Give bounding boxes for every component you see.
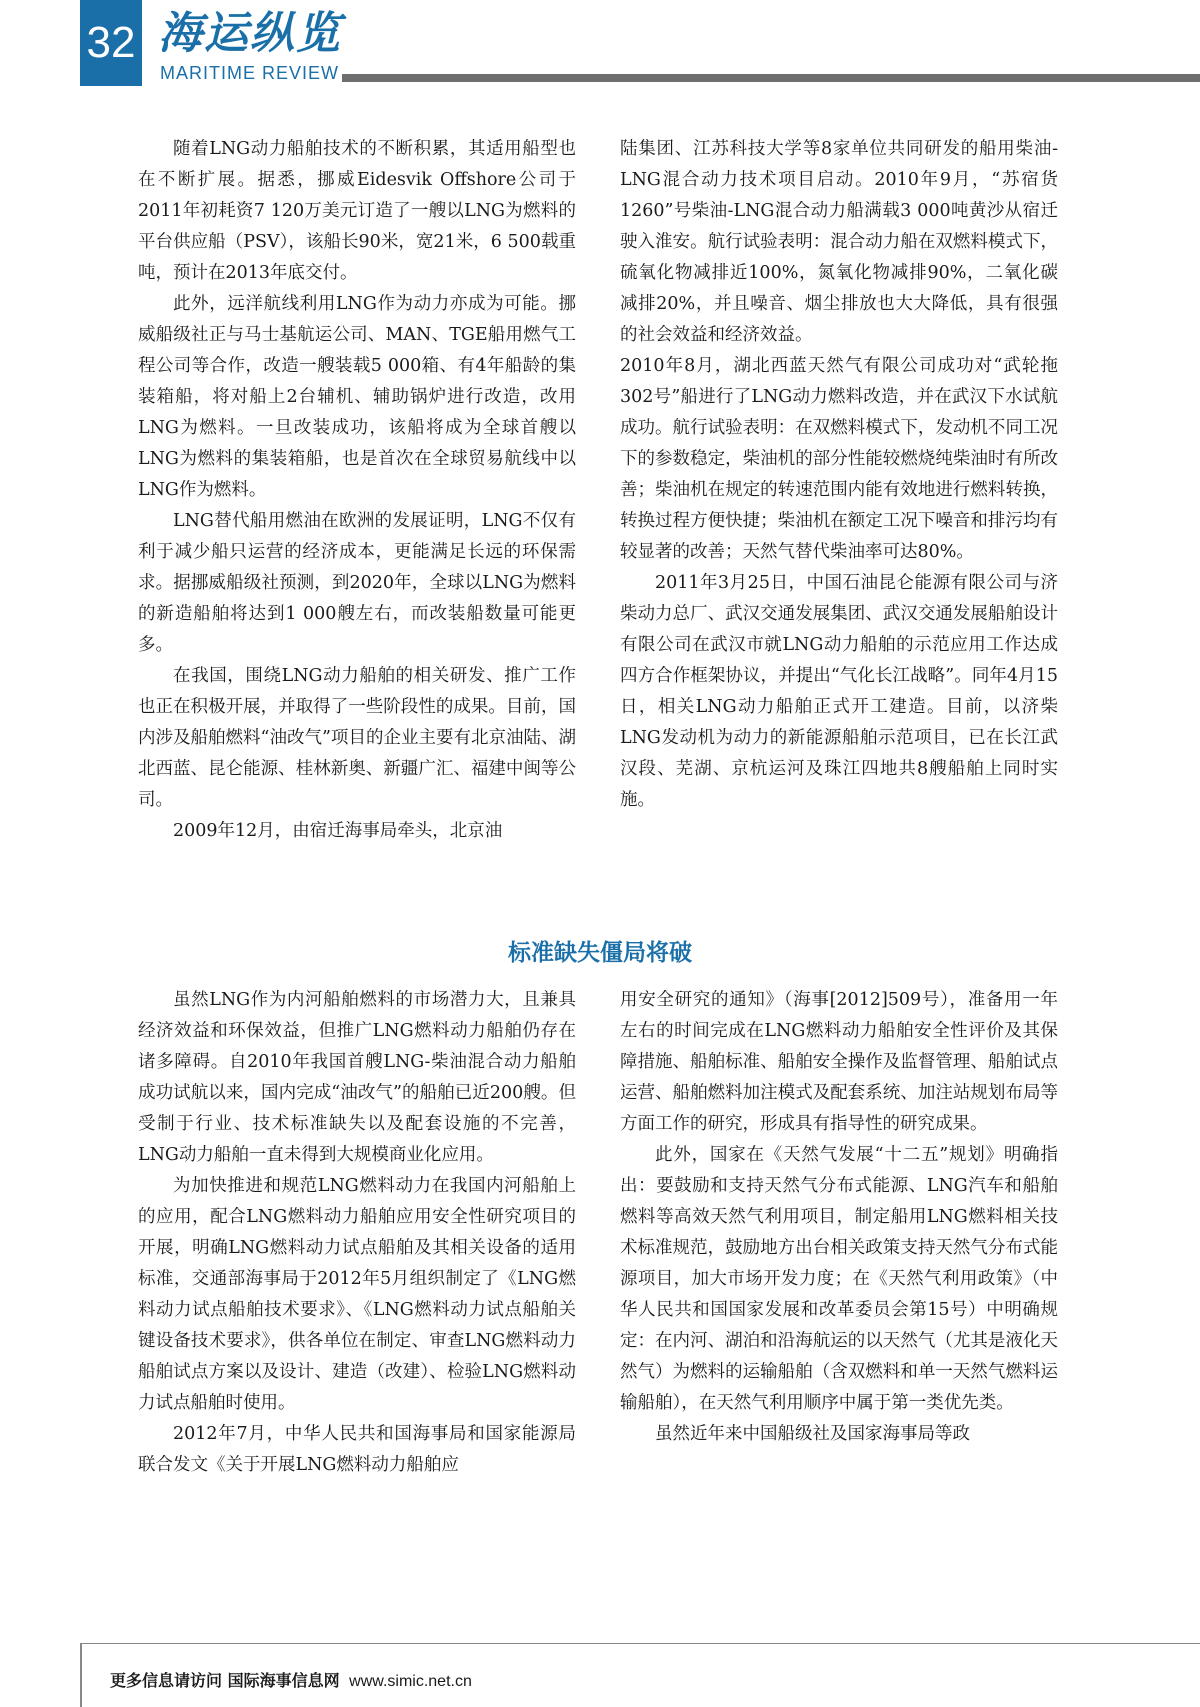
paragraph: 用安全研究的通知》（海事[2012]509号），准备用一年左右的时间完成在LNG燃料动力船舶安全性评价及其保障措施、船舶标准、船舶安全操作及监督管理、船舶试点运营、船舶燃料加注模式及配套系统、加注站规划布局等方面工作的研究，形成具有指导性的研究成果。 — [620, 990, 1058, 1134]
header-rule — [342, 74, 1200, 82]
paragraph: 2011年3月25日，中国石油昆仑能源有限公司与济柴动力总厂、武汉交通发展集团、武汉交通发展船舶设计有限公司在武汉市就LNG动力船舶的示范应用工作达成四方合作框架协议，并提出“气化长江战略”。同年4月15日，相关LNG动力船舶正式开工建造。目前，以济柴LNG发动机为动力的新能源船舶示范项目，已在长江武汉段、芜湖、京杭运河及珠江四地共8艘船舶上同时实施。 — [620, 573, 1058, 810]
magazine-title: 海运纵览 — [158, 8, 342, 59]
paragraph: 为加快推进和规范LNG燃料动力在我国内河船舶上的应用，配合LNG燃料动力船舶应用安全性研究项目的开展，明确LNG燃料动力试点船舶及其相关设备的适用标准，交通部海事局于2012年5月组织制定了《LNG燃料动力试点船舶技术要求》、《LNG燃料动力试点船舶关键设备技术要求》，供各单位在制定、审查LNG燃料动力船舶试点方案以及设计、建造（改建）、检验LNG燃料动力试点船舶时使用。 — [138, 1176, 576, 1413]
paragraph: 在我国，围绕LNG动力船舶的相关研发、推广工作也正在积极开展，并取得了一些阶段性的成果。目前，国内涉及船舶燃料“油改气”项目的企业主要有北京油陆、湖北西蓝、昆仑能源、桂林新奥、新疆广汇、福建中闽等公司。 — [138, 666, 576, 810]
magazine-subtitle: MARITIME REVIEW — [160, 63, 340, 83]
article-column-top-left — [138, 134, 576, 847]
article-column-bottom-left — [138, 985, 576, 1481]
paragraph: 陆集团、江苏科技大学等8家单位共同研发的船用柴油-LNG混合动力技术项目启动。2010年9月，“苏宿货1260”号柴油-LNG混合动力船满载3 000吨黄沙从宿迁驶入淮安。航行试验表明：混合动力船在双燃料模式下，硫氧化物减排近100%，氮氧化物减排90%，二氧化碳减排20%，并且噪音、烟尘排放也大大降低，具有很强的社会效益和经济效益。 — [620, 139, 1058, 345]
paragraph: 虽然LNG作为内河船舶燃料的市场潜力大，且兼具经济效益和环保效益，但推广LNG燃料动力船舶仍存在诸多障碍。自2010年我国首艘LNG-柴油混合动力船舶成功试航以来，国内完成“油改气”的船舶已近200艘。但受制于行业、技术标准缺失以及配套设施的不完善，LNG动力船舶一直未得到大规模商业化应用。 — [138, 990, 576, 1165]
section-heading: 标准缺失僵局将破 — [508, 940, 692, 966]
paragraph: 2012年7月，中华人民共和国海事局和国家能源局联合发文《关于开展LNG燃料动力船舶应 — [138, 1424, 576, 1475]
paragraph: 此外，国家在《天然气发展“十二五”规划》明确指出：要鼓励和支持天然气分布式能源、LNG汽车和船舶燃料等高效天然气利用项目，制定船用LNG燃料相关技术标准规范，鼓励地方出台相关政策支持天然气分布式能源项目，加大市场开发力度；在《天然气利用政策》（中华人民共和国国家发展和改革委员会第15号）中明确规定：在内河、湖泊和沿海航运的以天然气（尤其是液化天然气）为燃料的运输船舶（含双燃料和单一天然气燃料运输船舶），在天然气利用顺序中属于第一类优先类。 — [620, 1145, 1058, 1413]
footer-margin-bar — [80, 1643, 82, 1707]
article-column-top-right — [620, 134, 1058, 816]
footer — [110, 1668, 472, 1691]
paragraph: 此外，远洋航线利用LNG作为动力亦成为可能。挪威船级社正与马士基航运公司、MAN、TGE船用燃气工程公司等合作，改造一艘装载5 000箱、有4年船龄的集装箱船，将对船上2台辅机、辅助锅炉进行改造，改用LNG为燃料。一旦改装成功，该船将成为全球首艘以LNG为燃料的集装箱船，也是首次在全球贸易航线中以LNG作为燃料。 — [138, 294, 576, 500]
paragraph: 虽然近年来中国船级社及国家海事局等政 — [655, 1424, 970, 1444]
footer-label: 更多信息请访问 国际海事信息网 — [110, 1671, 340, 1690]
paragraph: 2009年12月，由宿迁海事局牵头，北京油 — [173, 821, 503, 841]
footer-url-link[interactable]: www.simic.net.cn — [349, 1673, 472, 1690]
article-column-bottom-right — [620, 985, 1058, 1450]
paragraph: 随着LNG动力船舶技术的不断积累，其适用船型也在不断扩展。据悉，挪威Eidesvik Offshore公司于2011年初耗资7 120万美元订造了一艘以LNG为燃料的平台供应船（PSV），该船长90米，宽21米，6 500载重吨，预计在2013年底交付。 — [138, 139, 576, 283]
paragraph: LNG替代船用燃油在欧洲的发展证明，LNG不仅有利于减少船只运营的经济成本，更能满足长远的环保需求。据挪威船级社预测，到2020年，全球以LNG为燃料的新造船舶将达到1 000艘左右，而改装船数量可能更多。 — [138, 511, 576, 655]
paragraph: 2010年8月，湖北西蓝天然气有限公司成功对“武轮拖302号”船进行了LNG动力燃料改造，并在武汉下水试航成功。航行试验表明：在双燃料模式下，发动机不同工况下的参数稳定，柴油机的部分性能较燃烧纯柴油时有所改善；柴油机在规定的转速范围内能有效地进行燃料转换，转换过程方便快捷；柴油机在额定工况下噪音和排污均有较显著的改善；天然气替代柴油率可达80%。 — [620, 356, 1058, 562]
footer-rule — [80, 1643, 1200, 1644]
page-number: 32 — [80, 0, 142, 86]
